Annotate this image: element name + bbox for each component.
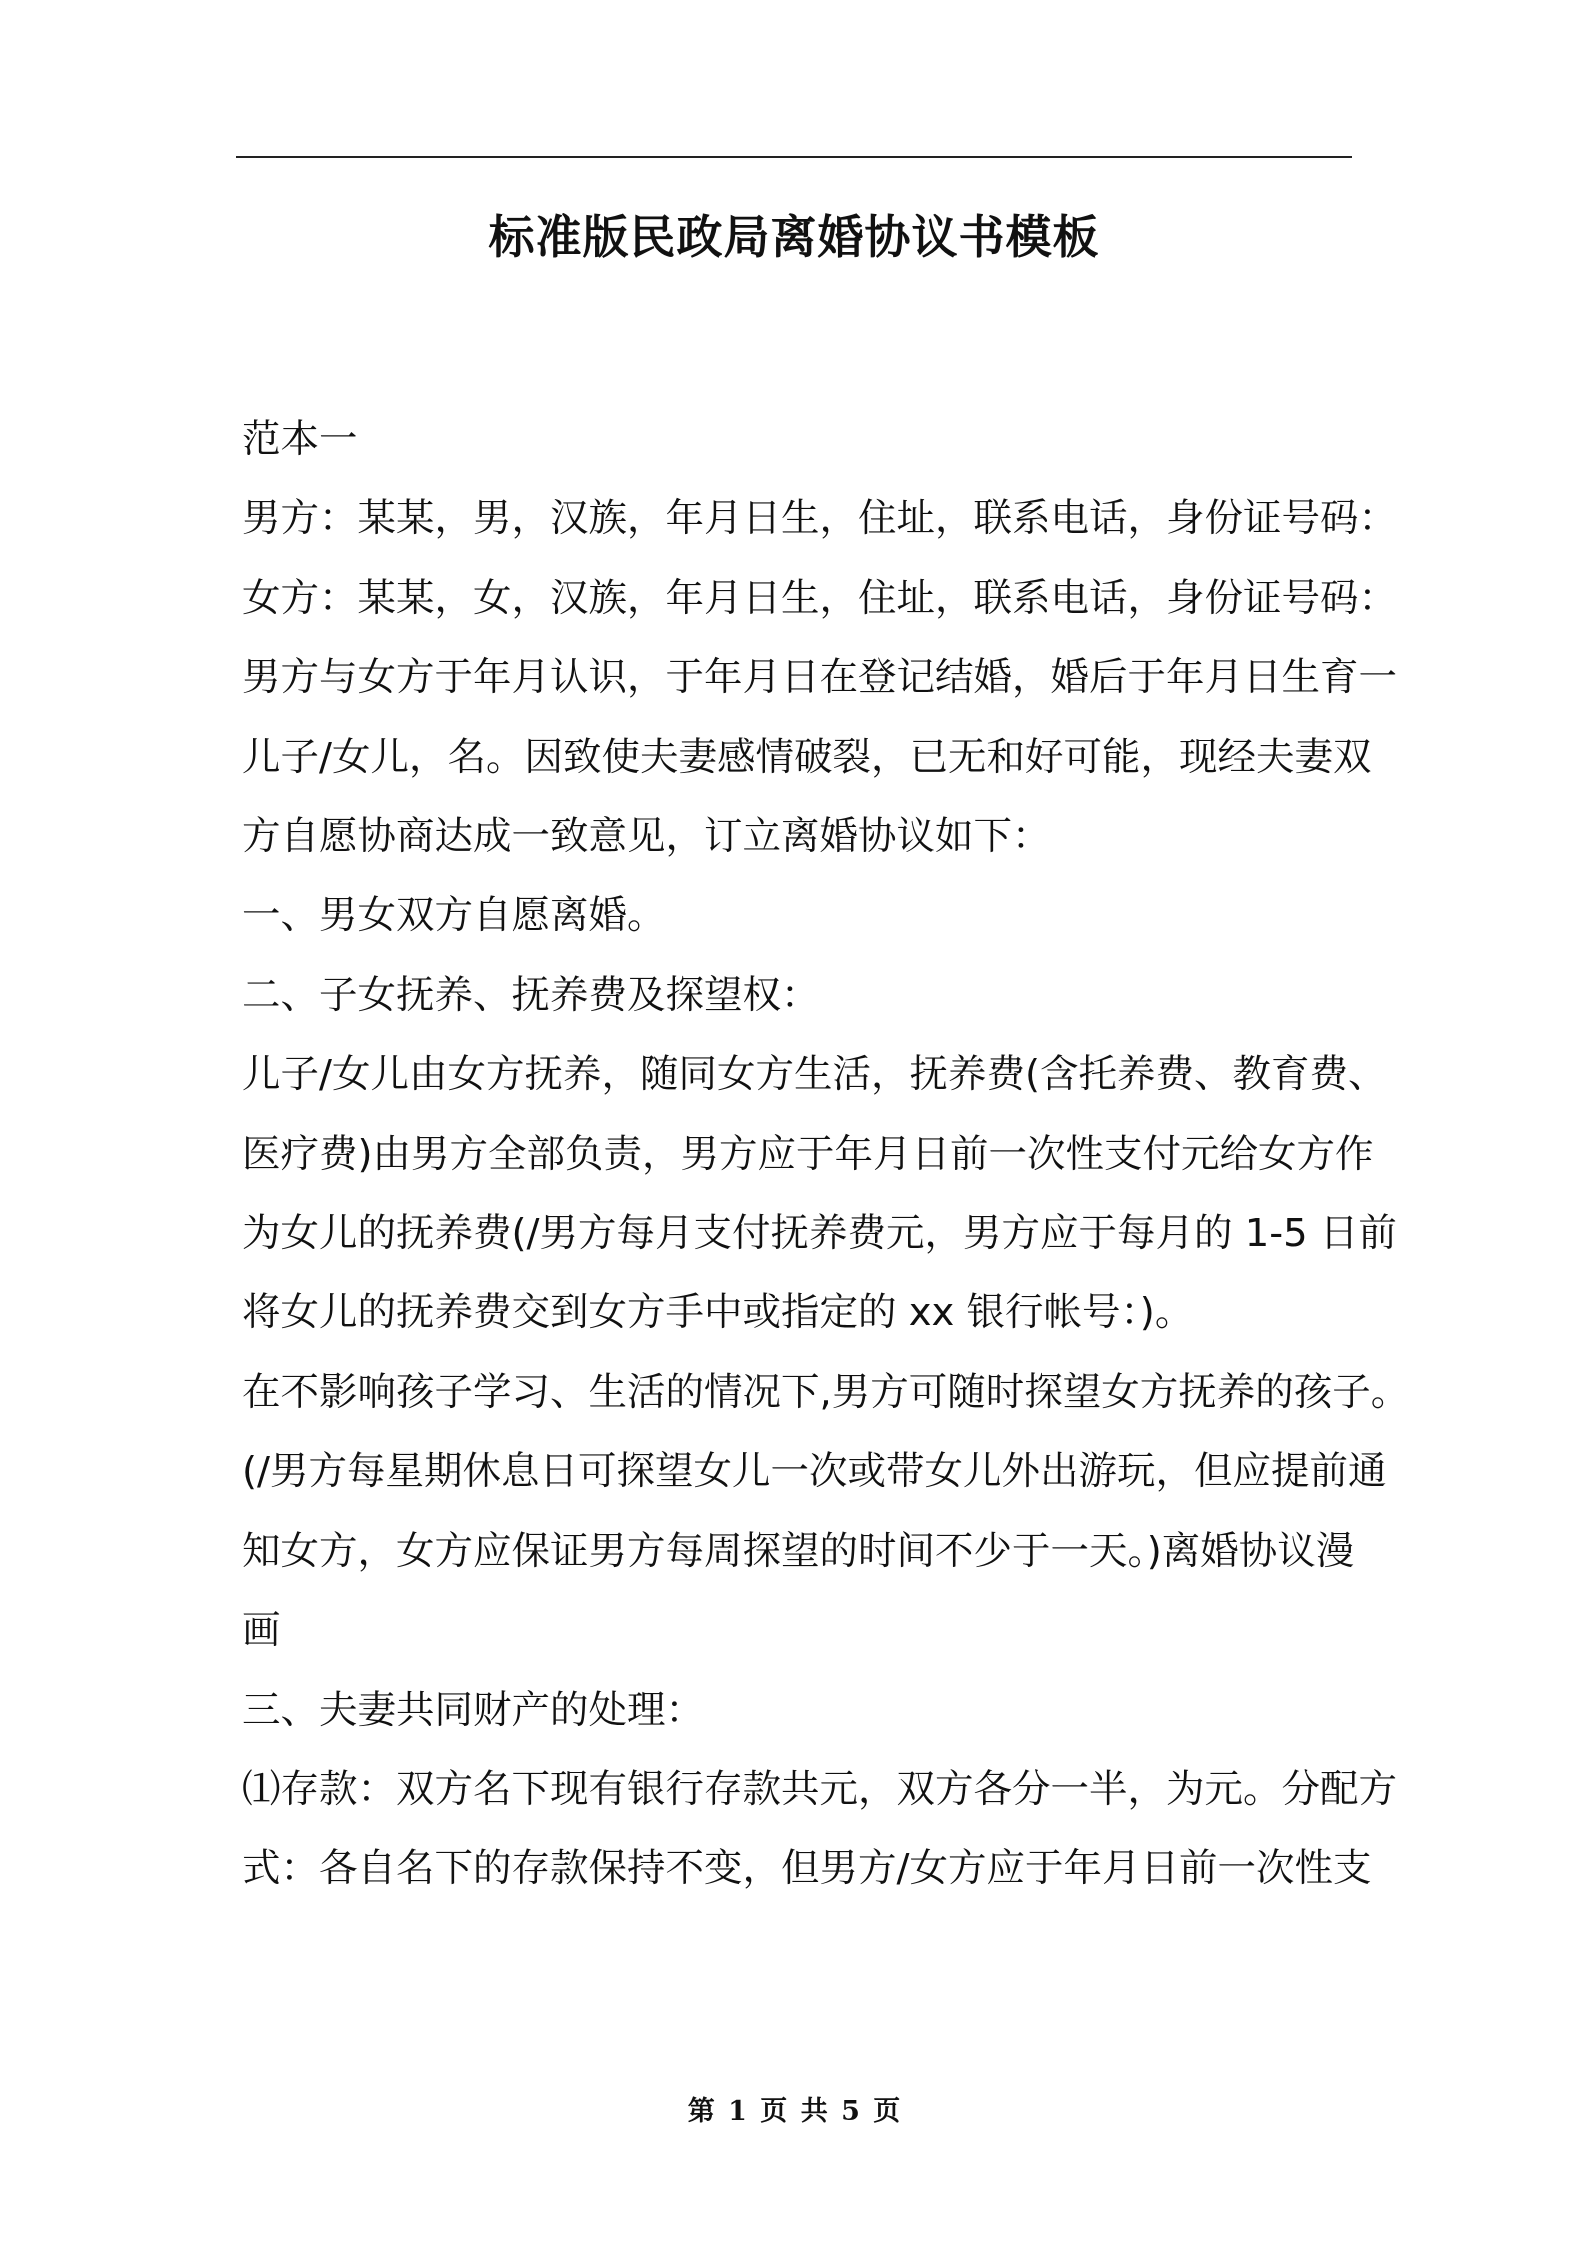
paragraph-line: 为女儿的抚养费(/男方每月支付抚养费元，男方应于每月的 1-5 日前 xyxy=(242,1211,1397,1257)
paragraph-line: 女方：某某，女，汉族，年月日生，住址，联系电话，身份证号码： xyxy=(242,575,1398,621)
paragraph-line: 在不影响孩子学习、生活的情况下,男方可随时探望女方抚养的孩子。 xyxy=(242,1369,1410,1415)
paragraph-line: 知女方，女方应保证男方每周探望的时间不少于一天。)离婚协议漫 xyxy=(242,1528,1355,1574)
clause-heading-1: 一、男女双方自愿离婚。 xyxy=(242,893,666,939)
clause-heading-2: 二、子女抚养、抚养费及探望权： xyxy=(242,972,820,1018)
paragraph-line: 画 xyxy=(242,1608,281,1654)
paragraph-line: 男方与女方于年月认识，于年月日在登记结婚，婚后于年月日生育一 xyxy=(242,655,1398,701)
paragraph-line: 儿子/女儿由女方抚养，随同女方生活，抚养费(含托养费、教育费、 xyxy=(242,1052,1387,1098)
page-number-footer: 第 1 页 共 5 页 xyxy=(687,2096,901,2127)
paragraph-line: 医疗费)由男方全部负责，男方应于年月日前一次性支付元给女方作 xyxy=(242,1131,1374,1177)
paragraph-line: 式：各自名下的存款保持不变，但男方/女方应于年月日前一次性支 xyxy=(242,1846,1372,1892)
header-rule xyxy=(236,156,1352,158)
paragraph-line: 方自愿协商达成一致意见，订立离婚协议如下： xyxy=(242,814,1051,860)
paragraph-line: ⑴存款：双方名下现有银行存款共元，双方各分一半，为元。分配方 xyxy=(242,1766,1398,1812)
paragraph-line: 男方：某某，男，汉族，年月日生，住址，联系电话，身份证号码： xyxy=(242,496,1398,542)
paragraph-line: 将女儿的抚养费交到女方手中或指定的 xx 银行帐号：)。 xyxy=(242,1290,1194,1336)
document-body xyxy=(242,400,1410,1909)
document-title: 标准版民政局离婚协议书模板 xyxy=(488,210,1100,264)
clause-heading-3: 三、夫妻共同财产的处理： xyxy=(242,1687,705,1733)
paragraph-line: 儿子/女儿，名。因致使夫妻感情破裂，已无和好可能，现经夫妻双 xyxy=(242,734,1372,780)
paragraph-line: (/男方每星期休息日可探望女儿一次或带女儿外出游玩，但应提前通 xyxy=(242,1449,1387,1495)
section-heading-sample-1: 范本一 xyxy=(242,417,358,462)
